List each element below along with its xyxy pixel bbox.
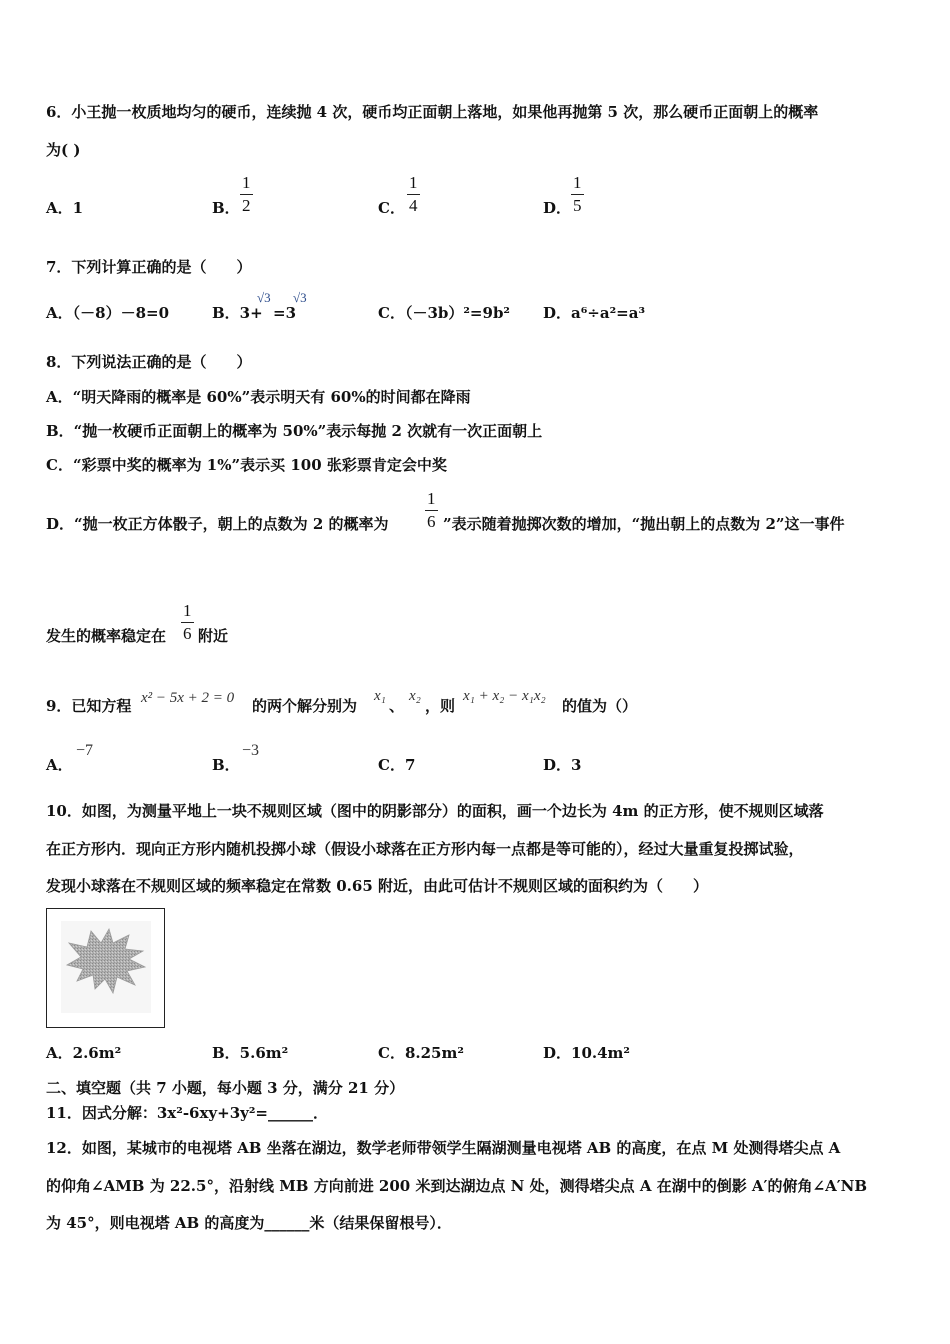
- q10-stem-line1: 10．如图，为测量平地上一块不规则区域（图中的阴影部分）的面积，画一个边长为 4m 的正方形，使不规则区域落: [46, 802, 824, 820]
- q10-stem-line2: 在正方形内．现向正方形内随机投掷小球（假设小球落在正方形内每一点都是等可能的），经过大量重复投掷试验，: [46, 840, 804, 858]
- q10-option-d: D．10.4m²: [543, 1044, 630, 1062]
- q6-option-d-fraction: [571, 174, 584, 215]
- q10-stem-line3: 发现小球落在不规则区域的频率稳定在常数 0.65 附近，由此可估计不规则区域的面积约为（ ）: [46, 877, 708, 895]
- q6-option-b-fraction: [240, 174, 253, 215]
- q7-option-d: D．a⁶÷a²=a³: [543, 304, 646, 322]
- q9-option-a-value: −7: [76, 742, 94, 759]
- sqrt-three-symbol: √3: [293, 290, 307, 305]
- q8-option-d-prefix: D．“抛一枚正方体骰子，朝上的点数为 2 的概率为: [46, 515, 389, 533]
- fraction-numerator: 1: [183, 601, 192, 620]
- fraction-numerator: 1: [573, 173, 582, 192]
- section-heading-fill-in: 二、填空题（共 7 小题，每小题 3 分，满分 21 分）: [46, 1079, 405, 1097]
- q7-stem: 7．下列计算正确的是（ ）: [46, 258, 252, 276]
- q9-option-b: B．: [212, 756, 240, 774]
- q8-option-d-fraction: [425, 490, 438, 531]
- fraction-denominator: 4: [409, 196, 418, 215]
- q6-option-c-fraction: [407, 174, 420, 215]
- q10-option-b: B．5.6m²: [212, 1044, 289, 1062]
- q9-separator: 、: [389, 697, 405, 715]
- q6-option-d: D．: [543, 199, 572, 217]
- q9-option-b-value: −3: [242, 742, 260, 759]
- q9-expression: x₁ + x₂ − x₁x₂: [463, 688, 546, 704]
- q8-option-b: B．“抛一枚硬币正面朝上的概率为 50%”表示每抛 2 次就有一次正面朝上: [46, 422, 543, 440]
- q8-option-d-suffix: ”表示随着抛掷次数的增加，“抛出朝上的点数为 2”这一事件: [443, 515, 845, 533]
- q6-option-b: B．: [212, 199, 240, 217]
- q12-stem-line3: 为 45°，则电视塔 AB 的高度为______米（结果保留根号）．: [46, 1214, 452, 1232]
- irregular-region-figure: [47, 909, 164, 1027]
- q12-stem-line2: 的仰角∠AMB 为 22.5°，沿射线 MB 方向前进 200 米到达湖边点 N 处，测得塔尖点 A 在湖中的倒影 A′的俯角∠A′NB: [46, 1177, 868, 1195]
- q7-option-c: C．（－3b）²=9b²: [378, 304, 510, 322]
- q7-option-a: A．（－8）－8=0: [46, 304, 170, 322]
- q8-stem: 8．下列说法正确的是（ ）: [46, 353, 252, 371]
- q8-option-a: A．“明天降雨的概率是 60%”表示明天有 60%的时间都在降雨: [46, 388, 471, 406]
- q7-option-b-prefix: B．3+: [212, 304, 263, 322]
- sqrt-three-symbol: √3: [257, 290, 271, 305]
- q6-stem-line1: 6．小王抛一枚质地均匀的硬币，连续抛 4 次，硬币均正面朝上落地，如果他再抛第 5 次，那么硬币正面朝上的概率: [46, 103, 819, 121]
- q6-stem-line2: 为( ): [46, 141, 81, 159]
- fraction-numerator: 1: [427, 489, 436, 508]
- q9-x2: x₂: [409, 688, 421, 704]
- q12-stem-line1: 12．如图，某城市的电视塔 AB 坐落在湖边，数学老师带领学生隔湖测量电视塔 AB 的高度，在点 M 处测得塔尖点 A: [46, 1139, 841, 1157]
- q6-option-c: C．: [378, 199, 405, 217]
- fraction-denominator: 6: [183, 624, 192, 643]
- q9-stem-prefix: 9．已知方程: [46, 697, 132, 715]
- q9-stem-middle2: ，则: [425, 697, 456, 715]
- q9-equation: x² − 5x + 2 = 0: [141, 690, 235, 706]
- fraction-denominator: 5: [573, 196, 582, 215]
- q8-option-d-continuation: 发生的概率稳定在: [46, 627, 167, 645]
- q9-x1: x₁: [374, 688, 386, 704]
- q9-stem-middle: 的两个解分别为: [252, 697, 358, 715]
- q9-stem-suffix: 的值为（）: [562, 697, 638, 715]
- fraction-denominator: 2: [242, 196, 251, 215]
- q8-continuation-suffix: 附近: [198, 627, 229, 645]
- q6-option-a: A．1: [46, 199, 84, 217]
- q11-stem: 11．因式分解：3x²-6xy+3y²=______．: [46, 1104, 329, 1122]
- q8-option-c: C．“彩票中奖的概率为 1%”表示买 100 张彩票肯定会中奖: [46, 456, 447, 474]
- q7-option-b-middle: =3: [273, 304, 297, 322]
- fraction-numerator: 1: [242, 173, 251, 192]
- q9-option-c: C．7: [378, 756, 416, 774]
- q9-option-a: A．: [46, 756, 73, 774]
- fraction-denominator: 6: [427, 512, 436, 531]
- fraction-numerator: 1: [409, 173, 418, 192]
- q9-option-d: D．3: [543, 756, 582, 774]
- q8-continuation-fraction: [181, 602, 194, 643]
- q10-option-c: C．8.25m²: [378, 1044, 464, 1062]
- q10-figure-square: [46, 908, 165, 1028]
- q10-option-a: A．2.6m²: [46, 1044, 122, 1062]
